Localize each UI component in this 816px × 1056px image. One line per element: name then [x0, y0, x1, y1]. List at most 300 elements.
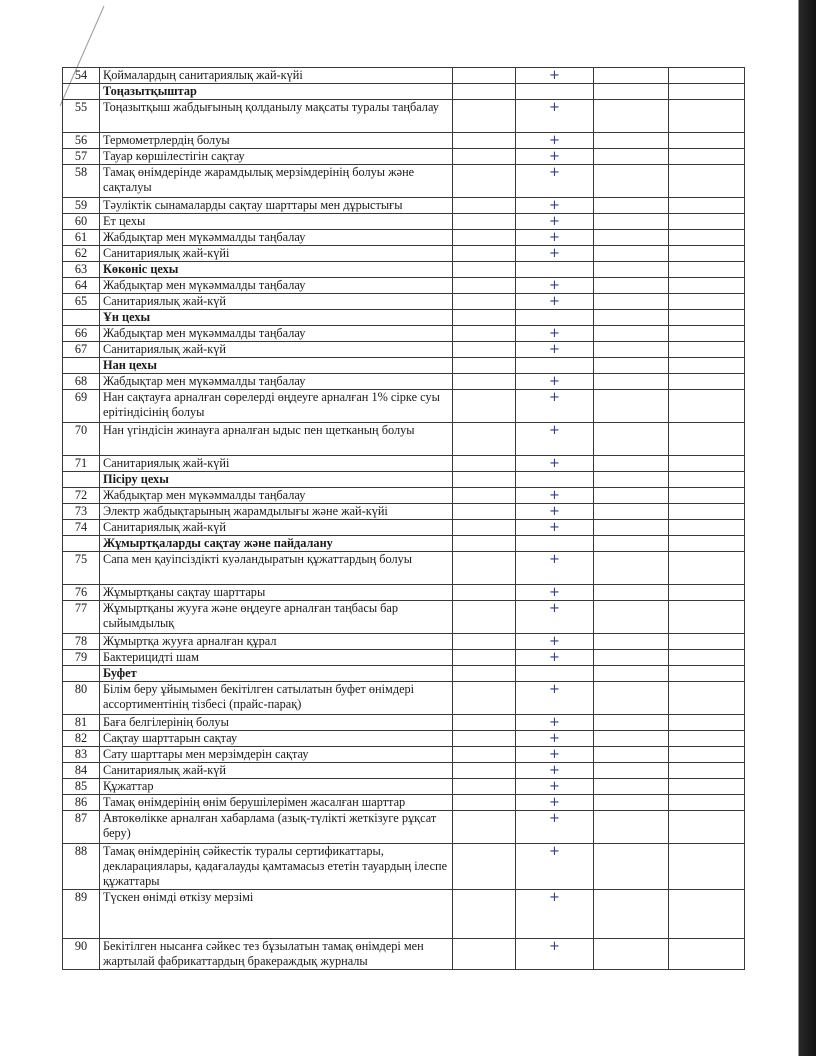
answer-cell-2 — [516, 310, 594, 326]
answer-cell-3 — [594, 262, 669, 278]
row-number: 62 — [63, 246, 100, 262]
answer-cell-1 — [453, 390, 516, 423]
criterion-text: Сату шарттары мен мерзімдерін сақтау — [100, 747, 453, 763]
checklist-row — [63, 342, 745, 358]
answer-cell-3 — [594, 795, 669, 811]
row-number: 88 — [63, 844, 100, 890]
checklist-row — [63, 133, 745, 149]
handwritten-check-mark: + — [516, 246, 594, 262]
answer-cell-1 — [453, 133, 516, 149]
criterion-text: Жабдықтар мен мүкәммалды таңбалау — [100, 326, 453, 342]
answer-cell-1 — [453, 844, 516, 890]
answer-cell-3 — [594, 165, 669, 198]
answer-cell-4 — [669, 326, 745, 342]
answer-cell-4 — [669, 214, 745, 230]
criterion-text: Тәуліктік сынамаларды сақтау шарттары мен дұрыстығы — [100, 198, 453, 214]
answer-cell-3 — [594, 682, 669, 715]
answer-cell-3 — [594, 488, 669, 504]
row-number: 55 — [63, 100, 100, 133]
handwritten-check-mark: + — [516, 682, 594, 715]
criterion-text: Бактерицидті шам — [100, 650, 453, 666]
checklist-row — [63, 262, 745, 278]
answer-cell-4 — [669, 84, 745, 100]
answer-cell-3 — [594, 214, 669, 230]
answer-cell-3 — [594, 634, 669, 650]
answer-cell-1 — [453, 585, 516, 601]
answer-cell-4 — [669, 779, 745, 795]
handwritten-check-mark: + — [516, 342, 594, 358]
answer-cell-3 — [594, 472, 669, 488]
checklist-row — [63, 149, 745, 165]
criterion-text: Нан сақтауға арналған сөрелерді өңдеуге арналған 1% сірке суы ерітіндісінің болуы — [100, 390, 453, 423]
checklist-row — [63, 326, 745, 342]
answer-cell-3 — [594, 650, 669, 666]
answer-cell-1 — [453, 939, 516, 970]
answer-cell-4 — [669, 601, 745, 634]
handwritten-check-mark: + — [516, 890, 594, 939]
criterion-text: Тамақ өнімдерінің өнім берушілерімен жасалған шарттар — [100, 795, 453, 811]
answer-cell-1 — [453, 246, 516, 262]
criterion-text: Тамақ өнімдерінің сәйкестік туралы сертификаттары, декларациялары, қадағалауды қамтамасыз ететін тауардың ілеспе құжаттары — [100, 844, 453, 890]
criterion-text: Санитариялық жай-күй — [100, 520, 453, 536]
answer-cell-4 — [669, 390, 745, 423]
checklist-rows — [63, 68, 745, 970]
answer-cell-1 — [453, 715, 516, 731]
answer-cell-4 — [669, 310, 745, 326]
answer-cell-1 — [453, 552, 516, 585]
answer-cell-4 — [669, 294, 745, 310]
answer-cell-1 — [453, 747, 516, 763]
handwritten-check-mark: + — [516, 504, 594, 520]
answer-cell-3 — [594, 456, 669, 472]
row-number: 76 — [63, 585, 100, 601]
answer-cell-2 — [516, 472, 594, 488]
row-number: 65 — [63, 294, 100, 310]
row-number: 59 — [63, 198, 100, 214]
answer-cell-3 — [594, 326, 669, 342]
section-title: Пісіру цехы — [100, 472, 453, 488]
answer-cell-1 — [453, 601, 516, 634]
handwritten-check-mark: + — [516, 939, 594, 970]
answer-cell-1 — [453, 68, 516, 84]
row-number: 79 — [63, 650, 100, 666]
answer-cell-3 — [594, 358, 669, 374]
checklist-row — [63, 278, 745, 294]
answer-cell-3 — [594, 585, 669, 601]
checklist-row — [63, 294, 745, 310]
section-row — [63, 472, 745, 488]
answer-cell-4 — [669, 939, 745, 970]
handwritten-check-mark: + — [516, 165, 594, 198]
handwritten-check-mark: + — [516, 423, 594, 456]
handwritten-check-mark: + — [516, 198, 594, 214]
handwritten-check-mark: + — [516, 552, 594, 585]
answer-cell-3 — [594, 198, 669, 214]
answer-cell-4 — [669, 423, 745, 456]
criterion-text: Құжаттар — [100, 779, 453, 795]
answer-cell-4 — [669, 133, 745, 149]
answer-cell-3 — [594, 278, 669, 294]
handwritten-check-mark: + — [516, 230, 594, 246]
criterion-text: Автокөлікке арналған хабарлама (азық-түлікті жеткізуге рұқсат беру) — [100, 811, 453, 844]
answer-cell-3 — [594, 552, 669, 585]
answer-cell-1 — [453, 666, 516, 682]
handwritten-check-mark: + — [516, 811, 594, 844]
answer-cell-4 — [669, 536, 745, 552]
answer-cell-3 — [594, 747, 669, 763]
row-number: 85 — [63, 779, 100, 795]
answer-cell-4 — [669, 149, 745, 165]
checklist-table — [62, 67, 745, 970]
row-number — [63, 536, 100, 552]
answer-cell-4 — [669, 552, 745, 585]
answer-cell-2 — [516, 358, 594, 374]
answer-cell-4 — [669, 100, 745, 133]
answer-cell-4 — [669, 795, 745, 811]
section-row — [63, 84, 745, 100]
checklist-row — [63, 763, 745, 779]
criterion-text: Нан үгіндісін жинауға арналған ыдыс пен щетканың болуы — [100, 423, 453, 456]
checklist-row — [63, 390, 745, 423]
answer-cell-3 — [594, 715, 669, 731]
answer-cell-4 — [669, 715, 745, 731]
checklist-row — [63, 890, 745, 939]
criterion-text: Санитариялық жай-күй — [100, 294, 453, 310]
section-title: Ұн цехы — [100, 310, 453, 326]
answer-cell-4 — [669, 747, 745, 763]
row-number: 68 — [63, 374, 100, 390]
row-number: 73 — [63, 504, 100, 520]
answer-cell-3 — [594, 779, 669, 795]
answer-cell-3 — [594, 520, 669, 536]
checklist-row — [63, 456, 745, 472]
checklist-row — [63, 601, 745, 634]
section-title: Нан цехы — [100, 358, 453, 374]
checklist-row — [63, 504, 745, 520]
handwritten-check-mark: + — [516, 390, 594, 423]
answer-cell-1 — [453, 374, 516, 390]
answer-cell-1 — [453, 230, 516, 246]
answer-cell-1 — [453, 423, 516, 456]
answer-cell-4 — [669, 650, 745, 666]
checklist-row — [63, 795, 745, 811]
answer-cell-3 — [594, 890, 669, 939]
answer-cell-1 — [453, 520, 516, 536]
checklist-row — [63, 520, 745, 536]
answer-cell-4 — [669, 472, 745, 488]
row-number: 63 — [63, 262, 100, 278]
checklist-row — [63, 715, 745, 731]
answer-cell-3 — [594, 100, 669, 133]
answer-cell-1 — [453, 456, 516, 472]
criterion-text: Түскен өнімді өткізу мерзімі — [100, 890, 453, 939]
criterion-text: Санитариялық жай-күй — [100, 342, 453, 358]
answer-cell-4 — [669, 374, 745, 390]
criterion-text: Жұмыртқаны сақтау шарттары — [100, 585, 453, 601]
answer-cell-3 — [594, 294, 669, 310]
answer-cell-4 — [669, 262, 745, 278]
row-number — [63, 358, 100, 374]
handwritten-check-mark: + — [516, 100, 594, 133]
checklist-row — [63, 585, 745, 601]
answer-cell-1 — [453, 731, 516, 747]
answer-cell-4 — [669, 358, 745, 374]
row-number — [63, 472, 100, 488]
row-number — [63, 310, 100, 326]
answer-cell-1 — [453, 811, 516, 844]
answer-cell-4 — [669, 890, 745, 939]
handwritten-check-mark: + — [516, 374, 594, 390]
row-number: 86 — [63, 795, 100, 811]
section-row — [63, 310, 745, 326]
row-number — [63, 666, 100, 682]
criterion-text: Жабдықтар мен мүкәммалды таңбалау — [100, 278, 453, 294]
answer-cell-4 — [669, 456, 745, 472]
answer-cell-3 — [594, 310, 669, 326]
handwritten-check-mark: + — [516, 294, 594, 310]
answer-cell-2 — [516, 536, 594, 552]
row-number: 61 — [63, 230, 100, 246]
criterion-text: Тамақ өнімдерінде жарамдылық мерзімдерінің болуы және сақталуы — [100, 165, 453, 198]
row-number: 83 — [63, 747, 100, 763]
answer-cell-3 — [594, 133, 669, 149]
answer-cell-4 — [669, 342, 745, 358]
answer-cell-3 — [594, 666, 669, 682]
handwritten-check-mark: + — [516, 747, 594, 763]
checklist-row — [63, 939, 745, 970]
checklist-row — [63, 374, 745, 390]
handwritten-check-mark: + — [516, 68, 594, 84]
answer-cell-2 — [516, 666, 594, 682]
section-row — [63, 666, 745, 682]
section-title: Буфет — [100, 666, 453, 682]
row-number: 90 — [63, 939, 100, 970]
answer-cell-4 — [669, 165, 745, 198]
criterion-text: Жабдықтар мен мүкәммалды таңбалау — [100, 488, 453, 504]
handwritten-check-mark: + — [516, 133, 594, 149]
answer-cell-1 — [453, 536, 516, 552]
answer-cell-2 — [516, 262, 594, 278]
answer-cell-3 — [594, 68, 669, 84]
row-number: 80 — [63, 682, 100, 715]
checklist-row — [63, 68, 745, 84]
criterion-text: Тоңазытқыш жабдығының қолданылу мақсаты туралы таңбалау — [100, 100, 453, 133]
scan-dark-edge — [788, 0, 816, 1056]
row-number: 58 — [63, 165, 100, 198]
answer-cell-1 — [453, 294, 516, 310]
answer-cell-4 — [669, 682, 745, 715]
checklist-row — [63, 811, 745, 844]
row-number: 64 — [63, 278, 100, 294]
checklist-row — [63, 488, 745, 504]
answer-cell-3 — [594, 939, 669, 970]
answer-cell-1 — [453, 779, 516, 795]
answer-cell-4 — [669, 68, 745, 84]
criterion-text: Көкөніс цехы — [100, 262, 453, 278]
handwritten-check-mark: + — [516, 634, 594, 650]
answer-cell-1 — [453, 795, 516, 811]
checklist-row — [63, 423, 745, 456]
answer-cell-1 — [453, 198, 516, 214]
handwritten-check-mark: + — [516, 650, 594, 666]
criterion-text: Термометрлердің болуы — [100, 133, 453, 149]
answer-cell-1 — [453, 650, 516, 666]
answer-cell-1 — [453, 488, 516, 504]
answer-cell-1 — [453, 84, 516, 100]
checklist-sheet — [62, 67, 744, 970]
criterion-text: Сапа мен қауіпсіздікті куәландыратын құжаттардың болуы — [100, 552, 453, 585]
answer-cell-4 — [669, 488, 745, 504]
criterion-text: Бекітілген нысанға сәйкес тез бұзылатын тамақ өнімдері мен жартылай фабрикаттардың бракераждық журналы — [100, 939, 453, 970]
answer-cell-1 — [453, 472, 516, 488]
handwritten-check-mark: + — [516, 214, 594, 230]
answer-cell-4 — [669, 246, 745, 262]
checklist-row — [63, 230, 745, 246]
row-number: 87 — [63, 811, 100, 844]
answer-cell-1 — [453, 214, 516, 230]
answer-cell-1 — [453, 358, 516, 374]
answer-cell-1 — [453, 763, 516, 779]
answer-cell-3 — [594, 149, 669, 165]
answer-cell-1 — [453, 342, 516, 358]
row-number: 77 — [63, 601, 100, 634]
answer-cell-3 — [594, 536, 669, 552]
handwritten-check-mark: + — [516, 795, 594, 811]
checklist-row — [63, 731, 745, 747]
answer-cell-4 — [669, 634, 745, 650]
answer-cell-3 — [594, 423, 669, 456]
handwritten-check-mark: + — [516, 456, 594, 472]
criterion-text: Ет цехы — [100, 214, 453, 230]
criterion-text: Сақтау шарттарын сақтау — [100, 731, 453, 747]
answer-cell-1 — [453, 326, 516, 342]
checklist-row — [63, 634, 745, 650]
checklist-row — [63, 779, 745, 795]
answer-cell-4 — [669, 504, 745, 520]
criterion-text: Санитариялық жай-күй — [100, 763, 453, 779]
handwritten-check-mark: + — [516, 763, 594, 779]
section-title: Тоңазытқыштар — [100, 84, 453, 100]
answer-cell-4 — [669, 763, 745, 779]
row-number: 67 — [63, 342, 100, 358]
handwritten-check-mark: + — [516, 149, 594, 165]
row-number: 84 — [63, 763, 100, 779]
criterion-text: Жұмыртқаны жууға және өңдеуге арналған таңбасы бар сыйымдылық — [100, 601, 453, 634]
answer-cell-4 — [669, 520, 745, 536]
handwritten-check-mark: + — [516, 520, 594, 536]
answer-cell-3 — [594, 731, 669, 747]
answer-cell-3 — [594, 84, 669, 100]
answer-cell-3 — [594, 601, 669, 634]
answer-cell-4 — [669, 811, 745, 844]
section-row — [63, 358, 745, 374]
handwritten-check-mark: + — [516, 278, 594, 294]
answer-cell-3 — [594, 504, 669, 520]
answer-cell-4 — [669, 230, 745, 246]
answer-cell-4 — [669, 198, 745, 214]
answer-cell-1 — [453, 262, 516, 278]
section-title: Жұмыртқаларды сақтау және пайдалану — [100, 536, 453, 552]
answer-cell-3 — [594, 230, 669, 246]
answer-cell-1 — [453, 149, 516, 165]
answer-cell-1 — [453, 310, 516, 326]
row-number: 81 — [63, 715, 100, 731]
row-number: 60 — [63, 214, 100, 230]
answer-cell-3 — [594, 374, 669, 390]
answer-cell-4 — [669, 585, 745, 601]
answer-cell-3 — [594, 763, 669, 779]
handwritten-check-mark: + — [516, 488, 594, 504]
row-number — [63, 84, 100, 100]
handwritten-check-mark: + — [516, 731, 594, 747]
answer-cell-1 — [453, 165, 516, 198]
criterion-text: Электр жабдықтарының жарамдылығы және жай-күйі — [100, 504, 453, 520]
answer-cell-1 — [453, 890, 516, 939]
criterion-text: Қоймалардың санитариялық жай-күйі — [100, 68, 453, 84]
checklist-row — [63, 747, 745, 763]
answer-cell-4 — [669, 666, 745, 682]
handwritten-check-mark: + — [516, 715, 594, 731]
answer-cell-3 — [594, 342, 669, 358]
row-number: 78 — [63, 634, 100, 650]
row-number: 71 — [63, 456, 100, 472]
row-number: 75 — [63, 552, 100, 585]
answer-cell-4 — [669, 278, 745, 294]
handwritten-check-mark: + — [516, 326, 594, 342]
criterion-text: Тауар көршілестігін сақтау — [100, 149, 453, 165]
checklist-row — [63, 198, 745, 214]
checklist-row — [63, 552, 745, 585]
answer-cell-2 — [516, 84, 594, 100]
handwritten-check-mark: + — [516, 585, 594, 601]
answer-cell-1 — [453, 504, 516, 520]
answer-cell-3 — [594, 811, 669, 844]
checklist-row — [63, 246, 745, 262]
criterion-text: Жабдықтар мен мүкәммалды таңбалау — [100, 374, 453, 390]
row-number: 74 — [63, 520, 100, 536]
handwritten-check-mark: + — [516, 601, 594, 634]
row-number: 72 — [63, 488, 100, 504]
checklist-row — [63, 844, 745, 890]
row-number: 66 — [63, 326, 100, 342]
section-row — [63, 536, 745, 552]
answer-cell-1 — [453, 682, 516, 715]
criterion-text: Жұмыртқа жууға арналған құрал — [100, 634, 453, 650]
criterion-text: Санитариялық жай-күйі — [100, 246, 453, 262]
checklist-row — [63, 214, 745, 230]
handwritten-check-mark: + — [516, 779, 594, 795]
row-number: 56 — [63, 133, 100, 149]
row-number: 54 — [63, 68, 100, 84]
answer-cell-1 — [453, 634, 516, 650]
criterion-text: Баға белгілерінің болуы — [100, 715, 453, 731]
checklist-row — [63, 165, 745, 198]
criterion-text: Білім беру ұйымымен бекітілген сатылатын буфет өнімдері ассортиментінің тізбесі (прайс-парақ) — [100, 682, 453, 715]
criterion-text: Жабдықтар мен мүкәммалды таңбалау — [100, 230, 453, 246]
answer-cell-3 — [594, 390, 669, 423]
criterion-text: Санитариялық жай-күйі — [100, 456, 453, 472]
row-number: 70 — [63, 423, 100, 456]
answer-cell-1 — [453, 278, 516, 294]
checklist-row — [63, 682, 745, 715]
answer-cell-1 — [453, 100, 516, 133]
handwritten-check-mark: + — [516, 844, 594, 890]
answer-cell-3 — [594, 246, 669, 262]
checklist-row — [63, 100, 745, 133]
answer-cell-4 — [669, 731, 745, 747]
row-number: 57 — [63, 149, 100, 165]
checklist-row — [63, 650, 745, 666]
